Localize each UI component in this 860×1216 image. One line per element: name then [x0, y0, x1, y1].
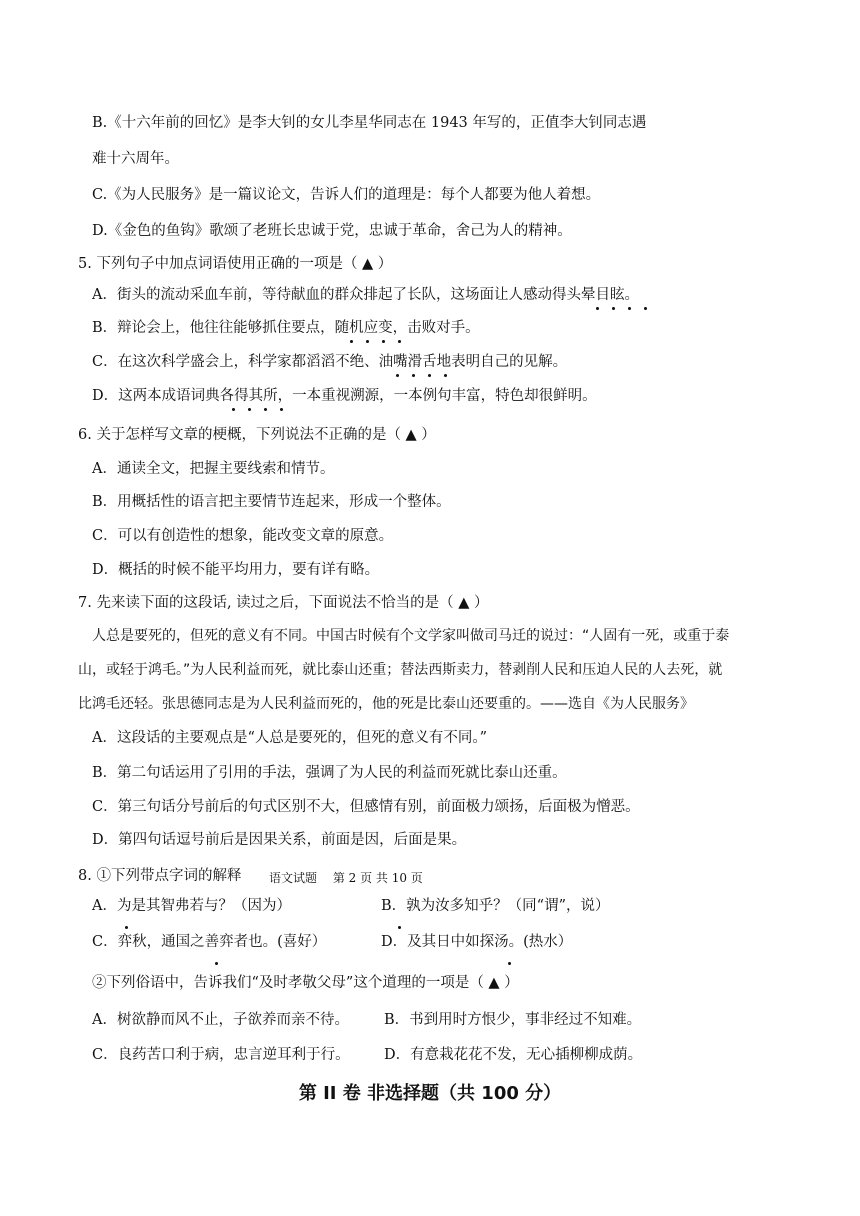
- q7-passage-line2: 山，或轻于鸿毛。”为人民利益而死，就比泰山还重；替法西斯卖力，替剥削人民和压迫人民的人去死，就: [78, 662, 723, 678]
- q4-option-b-line2: 难十六周年。: [92, 151, 179, 167]
- q6-option-a: A．通读全文，把握主要线索和情节。: [92, 461, 335, 477]
- q6-stem: 6. 关于怎样写文章的梗概，下列说法不正确的是（ ▲ ）: [78, 427, 436, 443]
- q4-option-d: D.《金色的鱼钩》歌颂了老班长忠诚于党，忠诚于革命，舍己为人的精神。: [92, 223, 572, 239]
- q6-option-b: B．用概括性的语言把主要情节连起来，形成一个整体。: [92, 494, 451, 510]
- q5-stem: 5. 下列句子中加点词语使用正确的一项是（ ▲ ）: [78, 256, 393, 272]
- q8-1-option-b: B．孰为汝多知乎？（同“谓”，说）: [381, 898, 610, 914]
- page-footer: 语文试题 第 2 页 共 10 页: [269, 871, 423, 885]
- q8-2-option-b: B．书到用时方恨少，事非经过不知难。: [384, 1012, 642, 1028]
- q5-option-c: C．在这次科学盛会上，科学家都滔滔不绝、油嘴滑舌地表明自己的见解。: [92, 354, 568, 370]
- q5-option-d: D．这两本成语词典各得其所，一本重视溯源，一本例句丰富，特色却很鲜明。: [92, 388, 597, 404]
- q8-2-stem: ②下列俗语中，告诉我们“及时孝敬父母”这个道理的一项是（ ▲ ）: [92, 975, 519, 991]
- q7-stem: 7. 先来读下面的这段话, 读过之后，下面说法不恰当的是（ ▲ ）: [78, 595, 489, 611]
- q5-option-a: A．街头的流动采血车前，等待献血的群众排起了长队，这场面让人感动得头晕目眩。: [92, 287, 639, 303]
- q8-1-option-d: D．及其日中如探汤。(热水）: [381, 934, 573, 950]
- q4-option-b-line1: B.《十六年前的回忆》是李大钊的女儿李星华同志在 1943 年写的，正值李大钊同志遇: [92, 115, 647, 131]
- q7-option-b: B．第二句话运用了引用的手法，强调了为人民的利益而死就比泰山还重。: [92, 765, 567, 781]
- q7-passage-line3: 比鸿毛还轻。张思德同志是为人民利益而死的，他的死是比泰山还要重的。——选自《为人民服务》: [78, 696, 694, 712]
- q8-stem-part1: 8. ①下列带点字词的解释: [78, 868, 242, 884]
- q7-option-a: A．这段话的主要观点是“人总是要死的，但死的意义有不同。”: [92, 730, 488, 746]
- section-title: 第 II 卷 非选择题（共 100 分）: [298, 1083, 562, 1104]
- q6-option-d: D．概括的时候不能平均用力，要有详有略。: [92, 562, 380, 578]
- q7-option-c: C．第三句话分号前后的句式区别不大，但感情有别，前面极力颂扬，后面极为憎恶。: [92, 799, 640, 815]
- q8-1-option-c: C．弈秋，通国之善弈者也。(喜好）: [92, 934, 327, 950]
- q8-2-option-a: A．树欲静而风不止，子欲养而亲不待。: [92, 1012, 349, 1028]
- q8-2-option-c: C．良药苦口利于病，忠言逆耳利于行。: [92, 1047, 350, 1063]
- q6-option-c: C．可以有创造性的想象，能改变文章的原意。: [92, 528, 394, 544]
- q5-option-b: B．辩论会上，他往往能够抓住要点，随机应变，击败对手。: [92, 320, 480, 336]
- q8-2-option-d: D．有意栽花花不发，无心插柳柳成荫。: [384, 1047, 643, 1063]
- q7-passage-line1: 人总是要死的，但死的意义有不同。中国古时候有个文学家叫做司马迁的说过：“人固有一死，或重于泰: [92, 628, 730, 644]
- q4-option-c: C.《为人民服务》是一篇议论文，告诉人们的道理是：每个人都要为他人着想。: [92, 187, 601, 203]
- q7-option-d: D．第四句话逗号前后是因果关系，前面是因，后面是果。: [92, 832, 467, 848]
- q8-1-option-a: A．为是其智弗若与？（因为）: [92, 898, 291, 914]
